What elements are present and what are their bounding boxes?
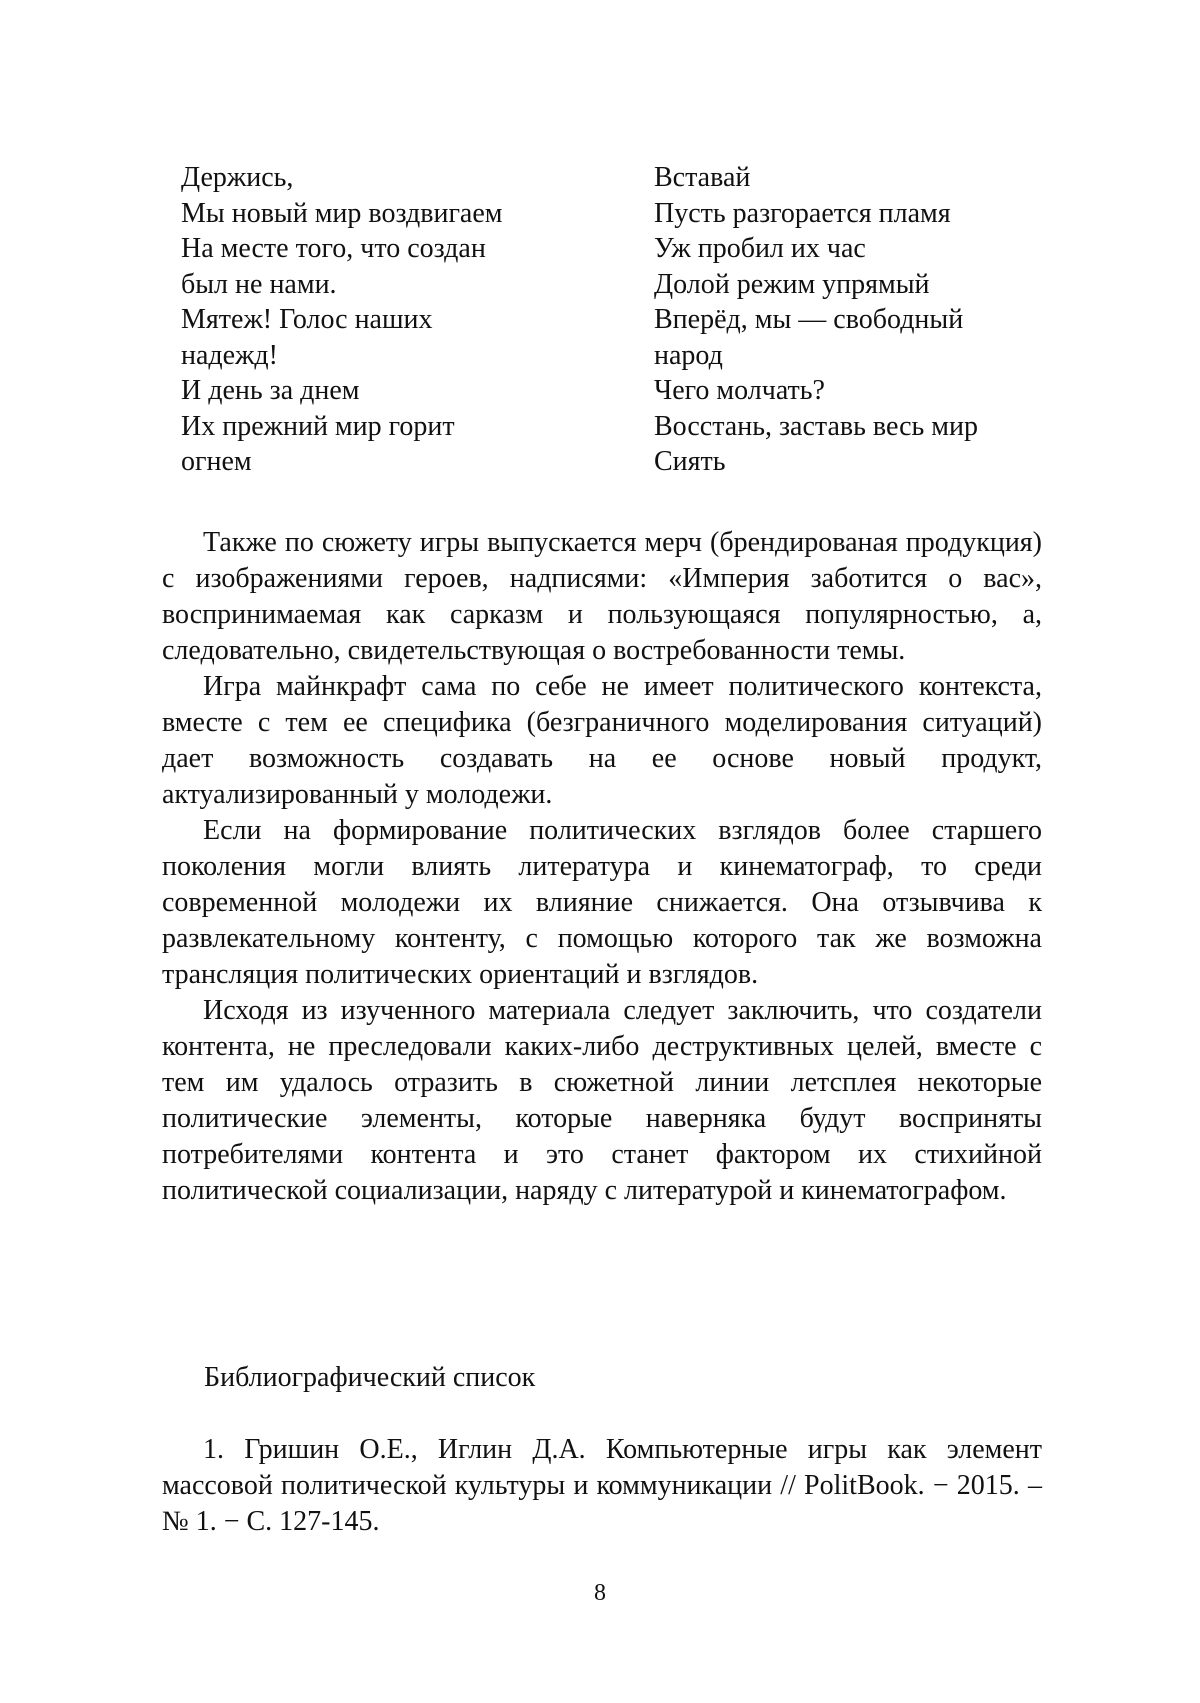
bibliography-heading: Библиографический список [204,1362,536,1393]
poem-line: был не нами. [181,268,337,300]
poem-line: Долой режим упрямый [654,268,930,300]
body-text [162,525,1042,1209]
poem-line: огнем [181,446,252,477]
poem-line: Вставай [654,162,751,193]
poem-line: На месте того, что создан [181,233,486,264]
poem-line: Восстань, заставь весь мир [654,410,978,442]
poem-line: Держись, [181,162,294,193]
poem-line: Чего молчать? [654,375,825,406]
poem-line: Пусть разгорается пламя [654,197,951,229]
poem-line: Мятеж! Голос наших [181,304,433,335]
page-number: 8 [594,1580,606,1606]
poem-line: надежд! [181,339,279,371]
paragraph-generations: Если на формирование политических взглядов более старшего поколения могли влиять литература и кинематограф, то среди современной молодежи их влияние снижается. Она отзывчива к развлекательному контенту, с помощью которого так же возможна трансляция политических ориентаций и взглядов. [162,815,1042,990]
poem-line: народ [654,339,723,371]
poem-line: Мы новый мир воздвигаем [181,197,503,229]
paragraph-conclusion: Исходя из изученного материала следует заключить, что создатели контента, не преследовали каких-либо деструктивных целей, вместе с тем им удалось отразить в сюжетной линии летсплея некоторые политические элементы, которые наверняка будут восприняты потребителями контента и это станет фактором их стихийной политической социализации, наряду с литературой и кинематографом. [162,995,1042,1206]
paragraph-minecraft: Игра майнкрафт сама по себе не имеет политического контекста, вместе с тем ее специфика (безграничного моделирования ситуаций) дает возможность создавать на ее основе новый продукт, актуализированный у молодежи. [162,671,1042,810]
bibliography-entry: 1. Гришин О.Е., Иглин Д.А. Компьютерные игры как элемент массовой политической культуры и коммуникации // PolitBook. − 2015. – № 1. − С. 127-145. [162,1434,1042,1537]
paragraph-merch: Также по сюжету игры выпускается мерч (брендированая продукция) с изображениями героев, надписями: «Империя заботится о вас», воспринимаемая как сарказм и пользующаяся популярностью, а, следовательно, свидетельствующая о востребованности темы. [162,527,1042,666]
poem-line: Их прежний мир горит [181,410,455,442]
poem-line: И день за днем [181,375,360,406]
poem-line: Вперёд, мы — свободный [654,304,964,335]
poem-column-left [181,160,571,480]
poem-line: Сиять [654,446,726,477]
poem-line: Уж пробил их час [654,233,866,264]
poem-column-right [654,160,1043,480]
